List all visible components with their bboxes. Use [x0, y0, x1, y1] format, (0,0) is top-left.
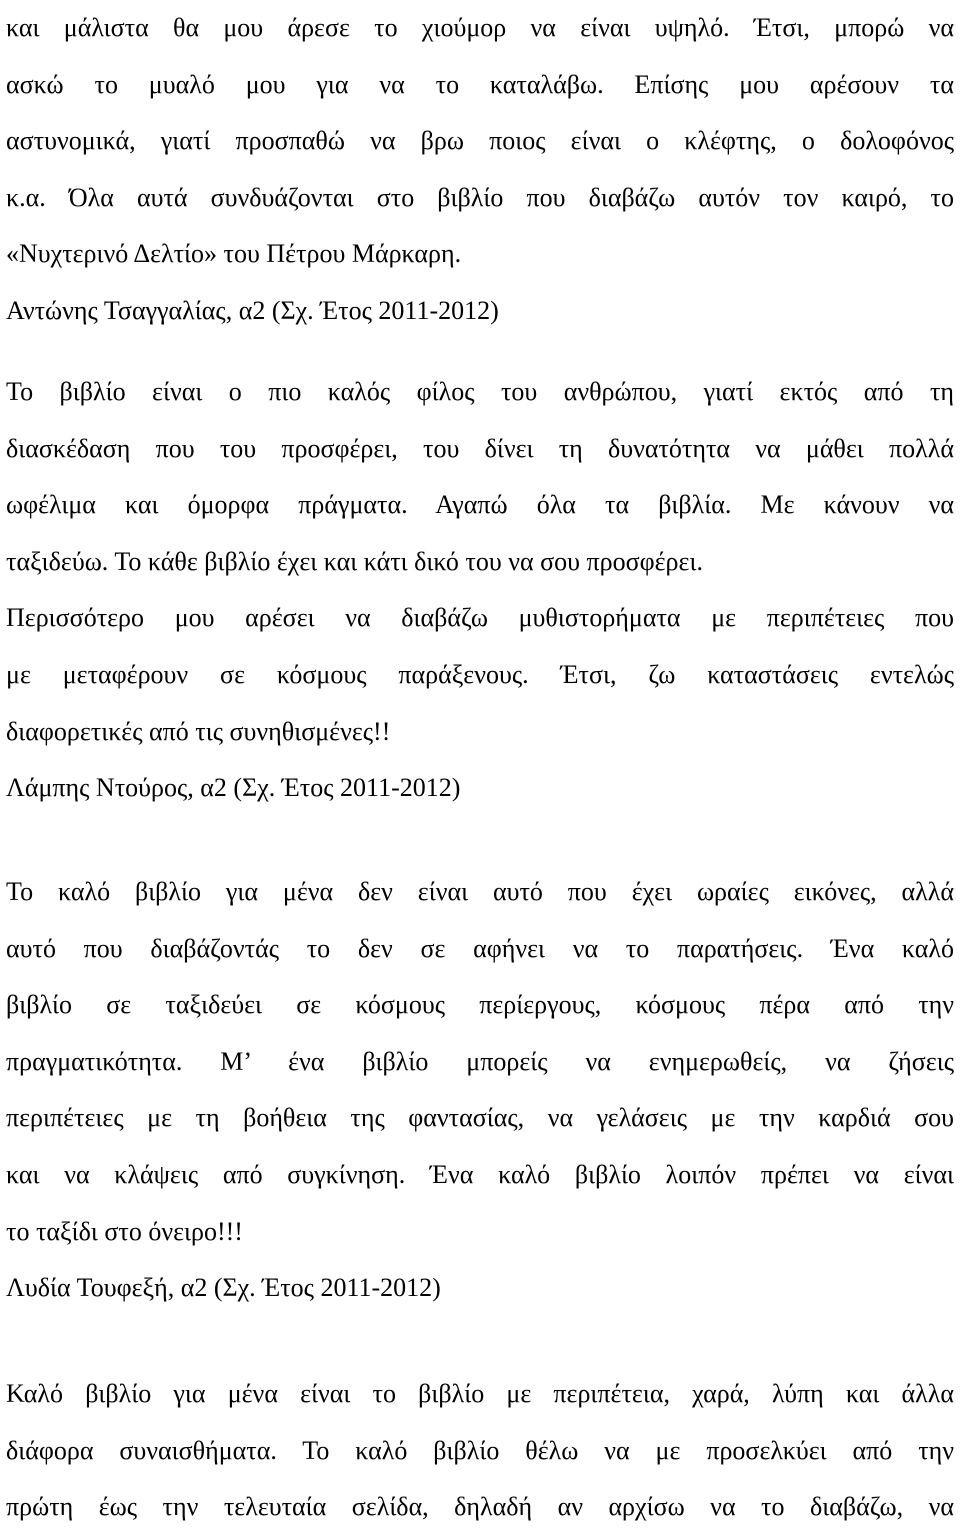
text-line: κ.α. Όλα αυτά συνδυάζονται στο βιβλίο που διαβάζω αυτόν τον καιρό, το [6, 182, 954, 212]
text-line: Λυδία Τουφεξή, α2 (Σχ. Έτος 2011-2012) [6, 1273, 441, 1303]
text-line: πρώτη έως την τελευταία σελίδα, δηλαδή αν αρχίσω να το διαβάζω, να [6, 1492, 954, 1522]
text-line: Το βιβλίο είναι ο πιο καλός φίλος του ανθρώπου, γιατί εκτός από τη [6, 377, 954, 406]
text-line: Το καλό βιβλίο για μένα δεν είναι αυτό που έχει ωραίες εικόνες, αλλά [6, 877, 954, 906]
text-line: διαφορετικές από τις συνηθισμένες!! [6, 716, 391, 746]
text-line: ταξιδεύω. Το κάθε βιβλίο έχει και κάτι δικό του να σου προσφέρει. [6, 546, 703, 576]
text-line: Περισσότερο μου αρέσει να διαβάζω μυθιστορήματα με περιπέτειες που [6, 603, 954, 633]
text-line: ωφέλιμα και όμορφα πράγματα. Αγαπώ όλα τα βιβλία. Με κάνουν να [6, 490, 954, 520]
text-line: με μεταφέρουν σε κόσμους παράξενους. Έτσι, ζω καταστάσεις εντελώς [6, 660, 954, 689]
text-line: πραγματικότητα. Μ’ ένα βιβλίο μπορείς να ενημερωθείς, να ζήσεις [6, 1046, 954, 1076]
text-line: Λάμπης Ντούρος, α2 (Σχ. Έτος 2011-2012) [6, 773, 461, 803]
text-line: το ταξίδι στο όνειρο!!! [6, 1216, 243, 1246]
text-line: ασκώ το μυαλό μου για να το καταλάβω. Επίσης μου αρέσουν τα [6, 69, 954, 99]
text-line: αστυνομικά, γιατί προσπαθώ να βρω ποιος είναι ο κλέφτης, ο δολοφόνος [6, 126, 954, 156]
text-line: «Νυχτερινό Δελτίο» του Πέτρου Μάρκαρη. [6, 239, 462, 269]
text-line: διασκέδαση που του προσφέρει, του δίνει τη δυνατότητα να μάθει πολλά [6, 433, 954, 463]
text-line: και μάλιστα θα μου άρεσε το χιούμορ να είναι υψηλό. Έτσι, μπορώ να [6, 13, 954, 42]
text-line: αυτό που διαβάζοντάς το δεν σε αφήνει να το παρατήσεις. Ένα καλό [6, 933, 954, 963]
text-line: Καλό βιβλίο για μένα είναι το βιβλίο με περιπέτεια, χαρά, λύπη και άλλα [6, 1379, 954, 1408]
text-line: Αντώνης Τσαγγαλίας, α2 (Σχ. Έτος 2011-2012) [6, 296, 499, 325]
text-line: βιβλίο σε ταξιδεύει σε κόσμους περίεργους, κόσμους πέρα από την [6, 990, 954, 1020]
text-line: περιπέτειες με τη βοήθεια της φαντασίας, να γελάσεις με την καρδιά σου [6, 1103, 954, 1133]
text-line: διάφορα συναισθήματα. Το καλό βιβλίο θέλω να με προσελκύει από την [6, 1435, 954, 1465]
text-line: και να κλάψεις από συγκίνηση. Ένα καλό βιβλίο λοιπόν πρέπει να είναι [6, 1160, 954, 1189]
